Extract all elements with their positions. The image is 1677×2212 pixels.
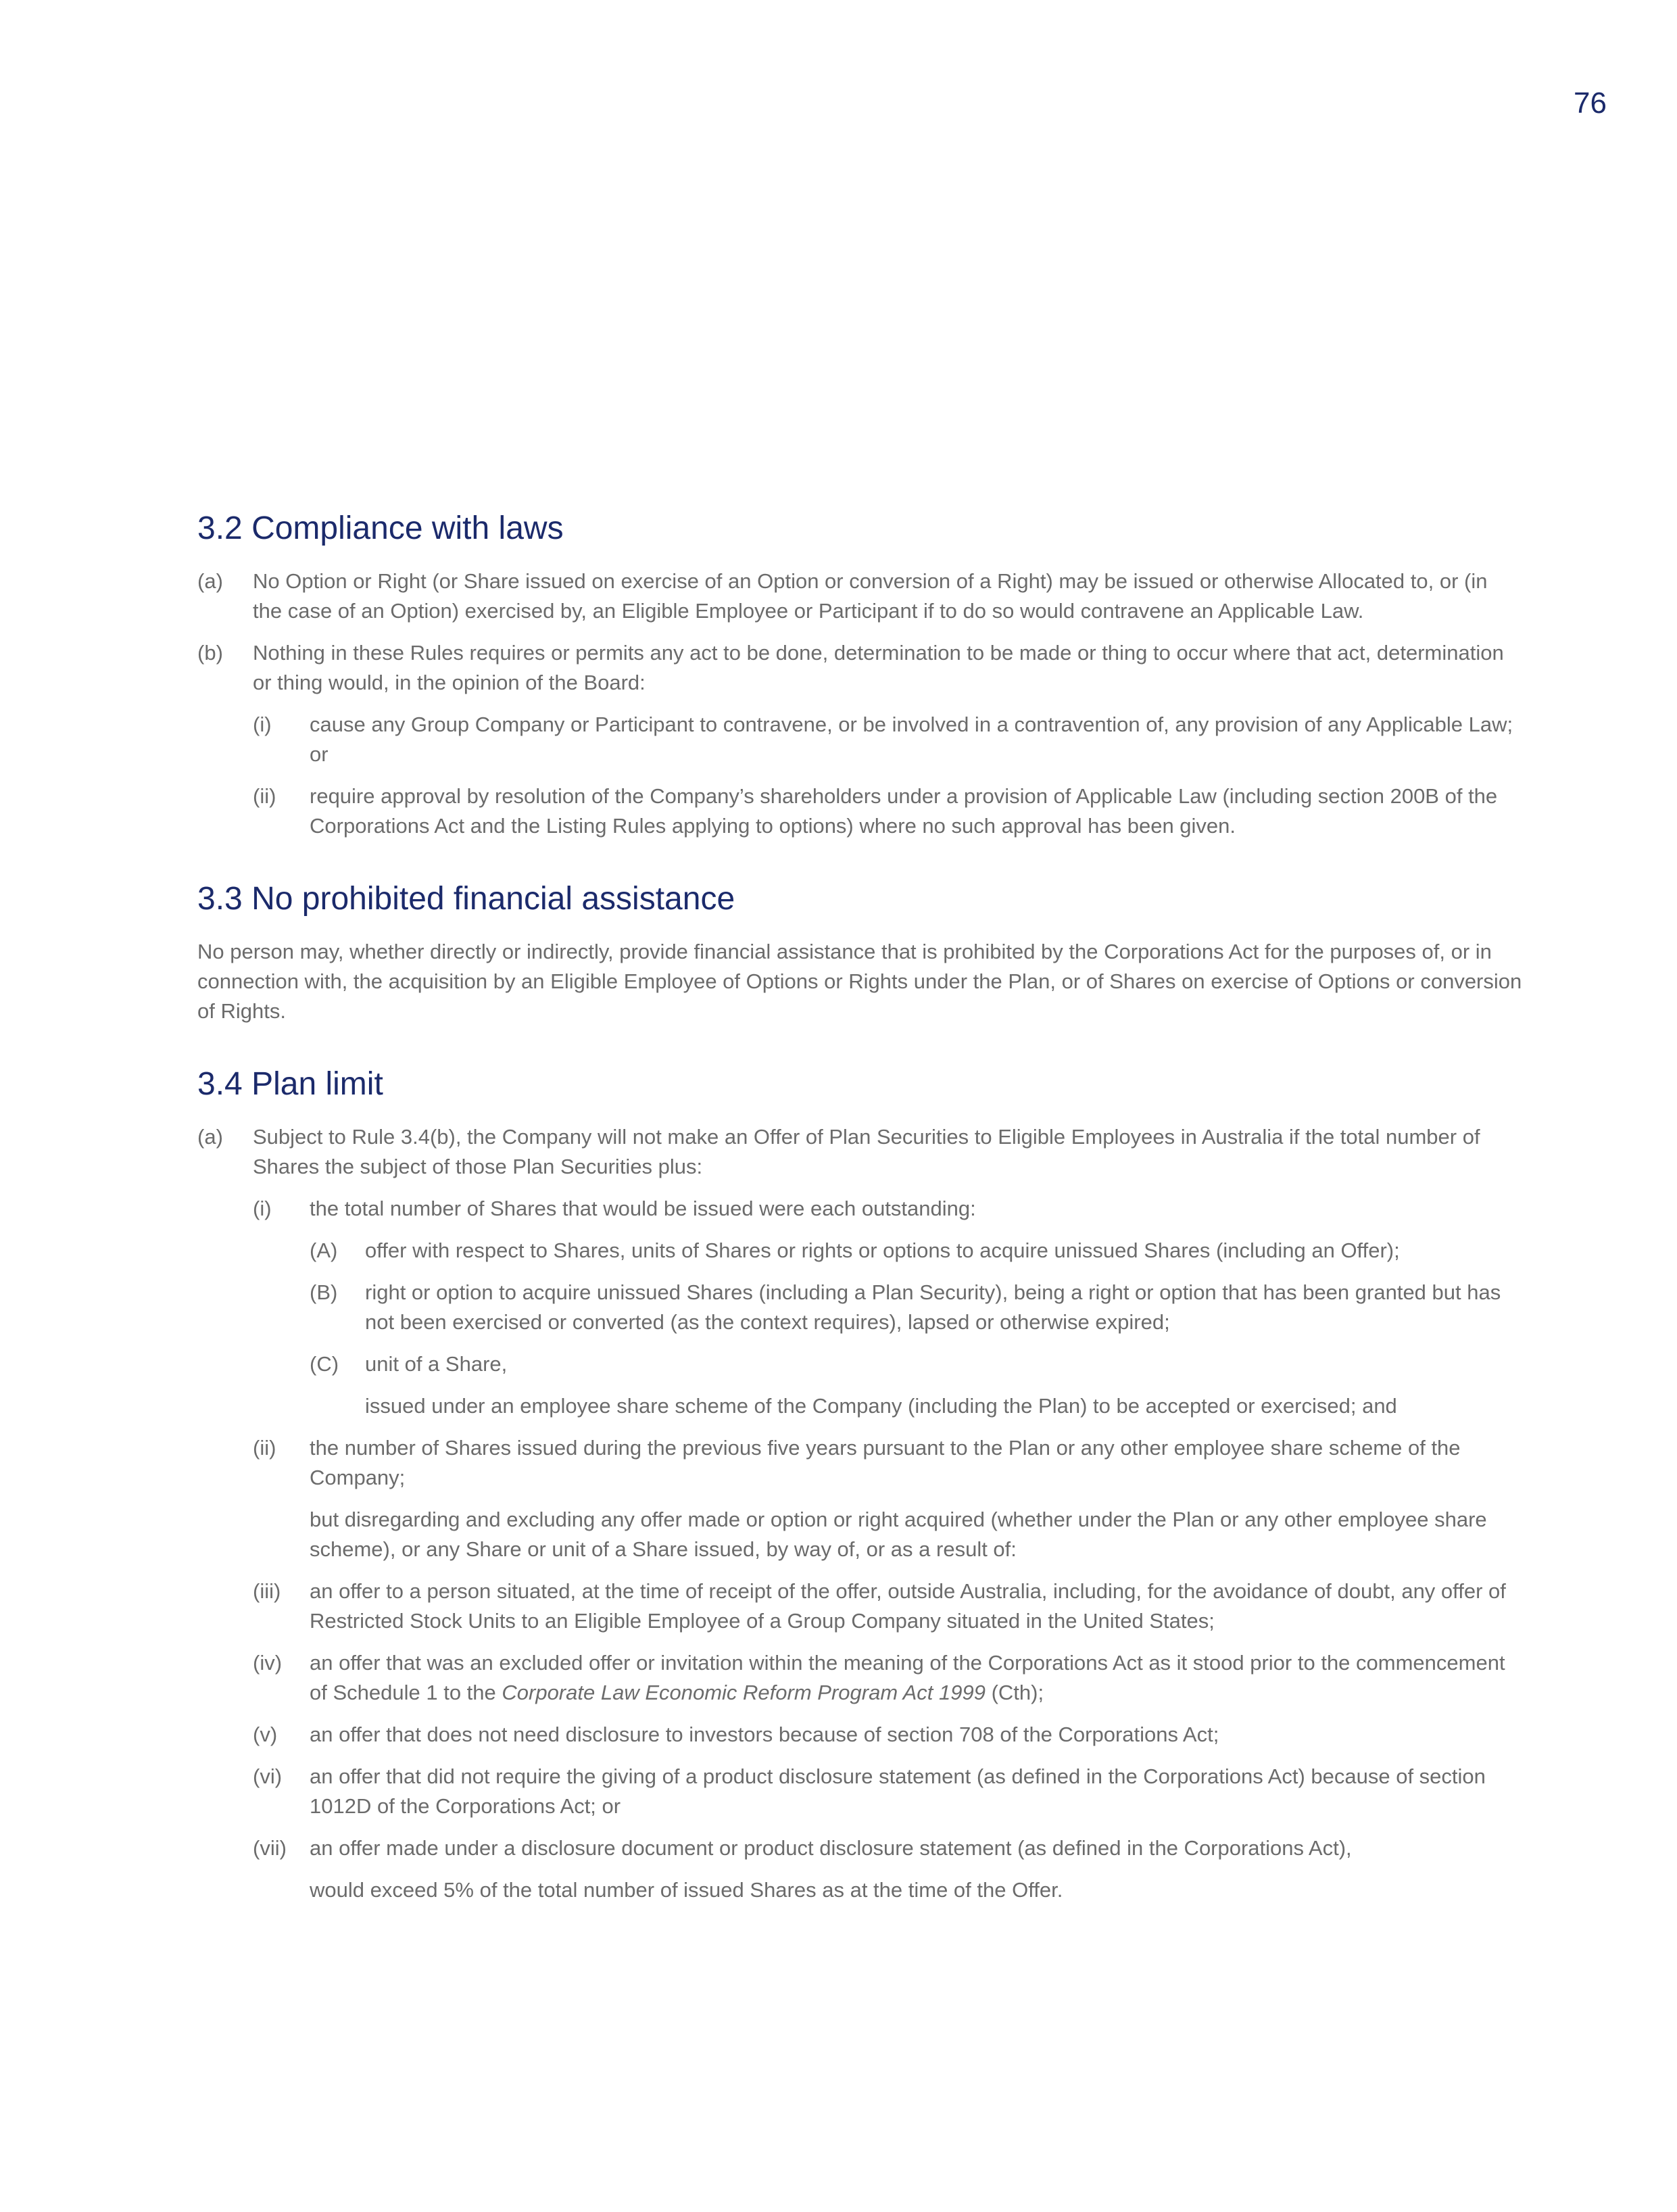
clause-text: [310, 1651, 1505, 1704]
clause-text: the number of Shares issued during the previous five years pursuant to the Plan or any other employee share scheme of the Company;: [310, 1436, 1461, 1489]
clause-text: Subject to Rule 3.4(b), the Company will not make an Offer of Plan Securities to Eligible Employees in Australia if the total number of Shares the subject of those Plan Securities plus:: [253, 1125, 1480, 1178]
section-heading: 3.3 No prohibited financial assistance: [197, 881, 735, 917]
clause-a-vi: [197, 1762, 1522, 1821]
clause-marker: (v): [253, 1723, 278, 1746]
clause-marker: (i): [253, 713, 272, 736]
clause-marker: (C): [310, 1352, 339, 1376]
clause-marker: (iii): [253, 1579, 281, 1603]
clause-text: an offer to a person situated, at the time of receipt of the offer, outside Australia, including, for the avoidance of doubt, any offer of Restricted Stock Units to an Eligible Employee of a Group Company situated in the United States;: [310, 1579, 1506, 1633]
clause-text-part: (Cth);: [985, 1681, 1044, 1704]
document-body: [197, 508, 1522, 1917]
page-number: 76: [1574, 87, 1607, 120]
clause-text: Nothing in these Rules requires or permits any act to be done, determination to be made or thing to occur where that act, determination or thing would, in the opinion of the Board:: [253, 641, 1504, 694]
clause-marker: (vii): [253, 1836, 287, 1860]
clause-marker: (B): [310, 1280, 338, 1304]
continuation-text: issued under an employee share scheme of the Company (including the Plan) to be accepted or exercised; and: [365, 1394, 1397, 1418]
clause-a-i-A: [197, 1236, 1522, 1266]
clause-marker: (A): [310, 1239, 338, 1262]
clause-text: unit of a Share,: [365, 1352, 508, 1376]
clause-b-i: [197, 710, 1522, 769]
clause-marker: (ii): [253, 1436, 276, 1460]
clause-a: [197, 1122, 1522, 1182]
clause-text: right or option to acquire unissued Shares (including a Plan Security), being a right or option that has been granted but has not been exercised or converted (as the context requires), lapsed or otherwise expired;: [365, 1280, 1501, 1334]
clause-text: an offer that does not need disclosure to investors because of section 708 of the Corporations Act;: [310, 1723, 1219, 1746]
clause-text-part: an offer that was an excluded offer or invitation within the meaning of the Corporations Act as it stood prior to the commencement of Schedule 1 to the: [310, 1651, 1505, 1704]
section-heading: 3.2 Compliance with laws: [197, 510, 564, 546]
clause-marker: (iv): [253, 1651, 283, 1675]
clause-text: require approval by resolution of the Company’s shareholders under a provision of Applicable Law (including section 200B of the Corporations Act and the Listing Rules applying to options) where no such approval has been given.: [310, 784, 1498, 838]
clause-a-vii: [197, 1833, 1522, 1863]
clause-marker: (ii): [253, 784, 276, 808]
clause-a-ii: [197, 1433, 1522, 1493]
clause-text: an offer made under a disclosure document or product disclosure statement (as defined in the Corporations Act),: [310, 1836, 1352, 1860]
clause-text: No Option or Right (or Share issued on exercise of an Option or conversion of a Right) may be issued or otherwise Allocated to, or (in the case of an Option) exercised by, an Eligible Employee or Participant if to do so would contravene an Applicable Law.: [253, 569, 1488, 623]
clause-marker: (i): [253, 1197, 272, 1220]
section-3-3: [197, 879, 1522, 1026]
continuation-text: but disregarding and excluding any offer made or option or right acquired (whether under the Plan or any other employee share scheme), or any Share or unit of a Share issued, by way of, or as a result of:: [310, 1508, 1487, 1561]
clause-a-i-B: [197, 1278, 1522, 1337]
clause-text: the total number of Shares that would be issued were each outstanding:: [310, 1197, 976, 1220]
section-3-4: [197, 1064, 1522, 1905]
clause-a: [197, 567, 1522, 626]
clause-a-i-C: [197, 1349, 1522, 1379]
clause-text: cause any Group Company or Participant to contravene, or be involved in a contravention of, any provision of any Applicable Law; or: [310, 713, 1513, 766]
section-3-2: [197, 508, 1522, 841]
clause-marker: (a): [197, 1125, 223, 1149]
clause-a-i: [197, 1194, 1522, 1224]
clause-marker: (b): [197, 641, 223, 665]
clause-b: [197, 638, 1522, 698]
act-title: Corporate Law Economic Reform Program Act 1999: [502, 1681, 986, 1704]
clause-text: an offer that did not require the giving of a product disclosure statement (as defined in the Corporations Act) because of section 1012D of the Corporations Act; or: [310, 1764, 1486, 1818]
clause-marker: (vi): [253, 1764, 283, 1788]
clause-a-v: [197, 1720, 1522, 1750]
clause-text: offer with respect to Shares, units of Shares or rights or options to acquire unissued Shares (including an Offer);: [365, 1239, 1400, 1262]
clause-b-ii: [197, 782, 1522, 841]
continuation-text: would exceed 5% of the total number of issued Shares as at the time of the Offer.: [310, 1878, 1063, 1902]
paragraph: No person may, whether directly or indirectly, provide financial assistance that is prohibited by the Corporations Act for the purposes of, or in connection with, the acquisition by an Eligible Employee of Options or Rights under the Plan, or of Shares on exercise of Options or conversion of Rights.: [197, 940, 1522, 1023]
clause-marker: (a): [197, 569, 223, 593]
section-heading: 3.4 Plan limit: [197, 1066, 383, 1102]
clause-a-iii: [197, 1577, 1522, 1636]
clause-a-iv: [197, 1648, 1522, 1708]
